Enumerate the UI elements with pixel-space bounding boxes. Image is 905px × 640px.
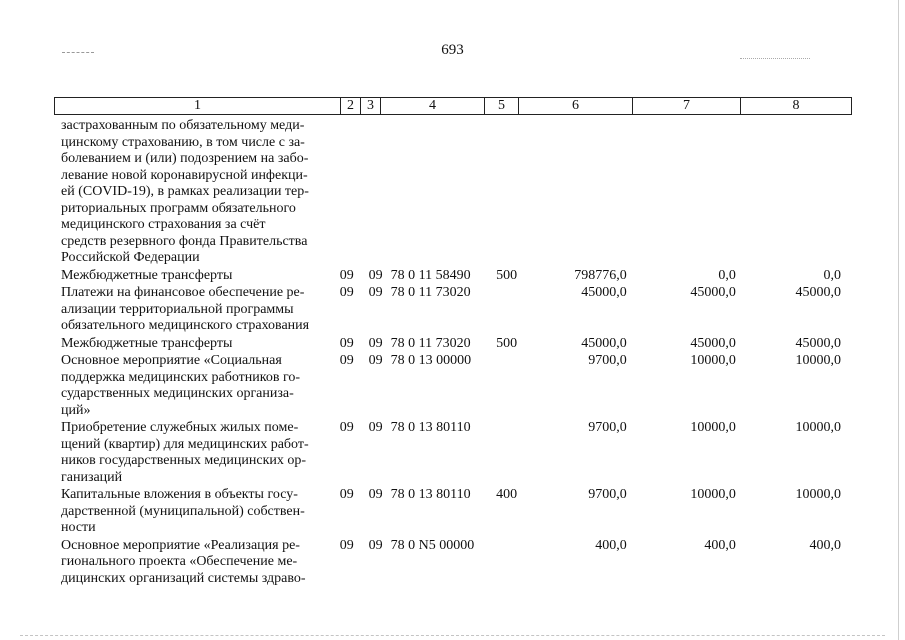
amount-col-8 [736,118,841,267]
amount-col-8: 10000,0 [795,353,841,368]
description-line: щений (квартир) для медицинских работ- [61,436,309,452]
amount-col-7: 0,0 [718,267,736,283]
table-row [61,336,841,353]
amount-col-6: 9700,0 [588,353,627,368]
target-article-code: 78 0 11 73020 [390,335,471,351]
target-article-code [383,118,490,267]
section-code: 09 [339,487,354,502]
row-description [61,268,329,285]
header-col-8: 8 [792,98,800,113]
description-line: дарственной (муниципальной) собствен- [61,503,305,519]
description-line: ей (COVID-19), в рамках реализации тер- [61,184,309,199]
description-line: Капитальные вложения в объекты госу- [61,487,298,502]
description-line: Платежи на финансовое обеспечение ре- [61,285,305,300]
description-line: обязательного медицинского страхования [61,318,310,333]
header-col-4: 4 [381,98,485,114]
subsection-code: 09 [368,487,383,502]
target-article-code: 78 0 N5 00000 [390,537,475,553]
section-code: 09 [339,267,354,283]
table-row [61,487,841,537]
table-row [61,118,841,267]
amount-col-7: 400,0 [704,537,736,553]
amount-col-8: 45000,0 [795,285,841,300]
header-col-5: 5 [485,98,519,114]
row-description [61,285,329,335]
description-line: Межбюджетные трансферты [61,335,233,351]
page-edge [898,0,899,640]
description-line: Приобретение служебных жилых поме- [61,420,299,435]
section-code [329,118,365,267]
description-line: сударственных медицинских организа- [61,386,294,401]
table-row [61,268,841,285]
description-line: Основное мероприятие «Реализация ре- [61,537,300,553]
table-row [61,538,841,588]
subsection-code [365,118,383,267]
amount-col-8: 10000,0 [795,420,841,435]
subsection-code: 09 [368,420,383,435]
subsection-code: 09 [368,267,383,283]
row-description [61,336,329,353]
header-col-1: 1 [55,98,341,114]
section-code: 09 [339,420,354,435]
section-code: 09 [339,537,354,553]
table-header [54,97,852,115]
amount-col-6: 798776,0 [574,267,627,283]
description-line: ников государственных медицинских ор- [61,453,307,468]
description-line: дицинских организаций системы здраво- [61,570,306,586]
amount-col-6 [523,118,626,267]
table-row [61,285,841,335]
table-row [61,420,841,486]
amount-col-6: 45000,0 [581,335,627,351]
expense-type-code [490,353,524,419]
description-line: ализации территориальной программы [61,301,294,317]
header-col-2: 2 [341,98,361,114]
target-article-code: 78 0 13 80110 [390,420,471,435]
target-article-code: 78 0 11 58490 [390,267,471,283]
description-line: застрахованным по обязательному меди- [61,118,305,133]
expense-type-code [490,538,524,588]
description-line: Российской Федерации [61,250,200,265]
table-body [61,118,841,587]
scan-artifact-bottom [20,635,885,636]
row-description [61,487,329,537]
amount-col-6: 9700,0 [588,420,627,435]
target-article-code: 78 0 13 80110 [390,487,471,502]
description-line: цинскому страхованию, в том числе с за- [61,134,305,150]
description-line: поддержка медицинских работников го- [61,369,301,385]
expense-type-code [490,118,524,267]
expense-type-code [490,420,524,486]
amount-col-6: 45000,0 [581,285,627,300]
section-code: 09 [339,353,354,368]
subsection-code: 09 [368,285,383,300]
header-col-7: 7 [633,98,741,114]
expense-type-code: 500 [496,335,518,351]
amount-col-8: 400,0 [809,537,841,553]
amount-col-8: 45000,0 [795,335,841,351]
expense-type-code: 500 [496,267,518,283]
description-line: гионального проекта «Обеспечение ме- [61,554,298,569]
row-description [61,118,329,267]
page-number: 693 [441,42,464,58]
amount-col-7: 10000,0 [690,420,736,435]
amount-col-7: 45000,0 [690,285,736,300]
expense-type-code [490,285,524,335]
amount-col-8: 0,0 [823,267,841,283]
row-description [61,420,329,486]
description-line: средств резервного фонда Правительства [61,233,308,249]
amount-col-6: 400,0 [595,537,627,553]
target-article-code: 78 0 11 73020 [390,285,471,300]
subsection-code: 09 [368,335,383,351]
description-line: ности [61,520,96,535]
description-line: риториальных программ обязательного [61,200,296,216]
description-line: медицинского страхования за счёт [61,217,266,232]
header-col-3: 3 [361,98,381,114]
description-line: ций» [61,402,91,418]
amount-col-7: 10000,0 [690,353,736,368]
amount-col-7: 45000,0 [690,335,736,351]
section-code: 09 [339,285,354,300]
description-line: левание новой коронавирусной инфекци- [61,167,308,183]
description-line: Межбюджетные трансферты [61,267,233,283]
section-code: 09 [339,335,354,351]
target-article-code: 78 0 13 00000 [390,353,472,368]
description-line: Основное мероприятие «Социальная [61,353,282,368]
row-description [61,353,329,419]
description-line: болеванием и (или) подозрением на забо- [61,151,309,166]
row-description [61,538,329,588]
expense-type-code: 400 [496,487,518,502]
table-row [61,353,841,419]
amount-col-6: 9700,0 [588,487,627,502]
description-line: ганизаций [61,469,123,485]
amount-col-7: 10000,0 [690,487,736,502]
amount-col-7 [627,118,736,267]
amount-col-8: 10000,0 [795,487,841,502]
subsection-code: 09 [368,537,383,553]
subsection-code: 09 [368,353,383,368]
header-col-6: 6 [519,98,633,114]
